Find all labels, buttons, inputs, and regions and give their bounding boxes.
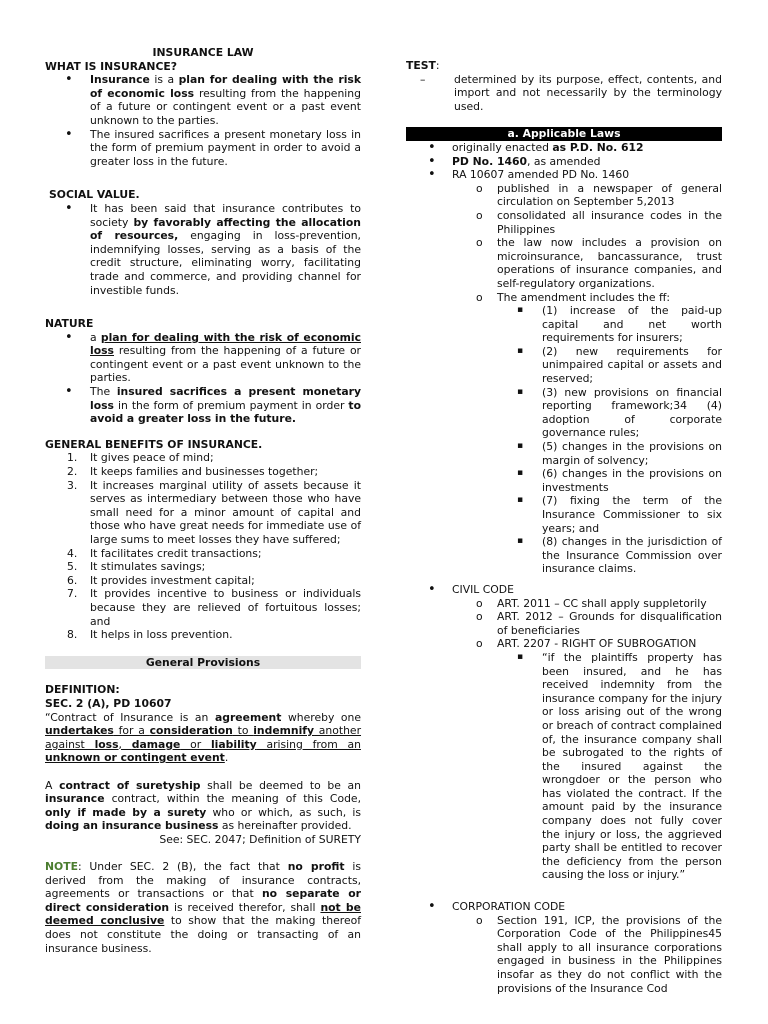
list-item: ▪ (8) changes in the jurisdiction of the Insurance Commission over insurance claims. <box>497 535 722 576</box>
list-item: 8. It helps in loss prevention. <box>67 628 233 642</box>
benefits-list <box>45 451 361 641</box>
corp-sublist <box>452 914 722 996</box>
section-applicable-laws: a. Applicable Laws <box>406 127 722 141</box>
test-list <box>406 73 722 114</box>
social-list <box>45 202 361 297</box>
heading-nature: NATURE <box>45 317 94 331</box>
note-text: NOTE: Under SEC. 2 (B), the fact that no profit is derived from the making of insurance contracts, agreements or transactions or that no separate or direct consideration is received therefor, shall not be deemed conclusive to show that the making thereof does not constitute the doing or transacting of an insurance business. <box>45 860 362 955</box>
doc-title: INSURANCE LAW <box>152 46 254 59</box>
list-item: • PD No. 1460, as amended <box>406 155 722 169</box>
heading-test: TEST: <box>406 59 440 72</box>
list-item: 2. It keeps families and businesses together; <box>67 465 319 479</box>
list-item: 6. It provides investment capital; <box>67 573 255 587</box>
list-item: o consolidated all insurance codes in the Philippines <box>452 209 722 236</box>
list-item: o published in a newspaper of general circulation on September 5,2013 <box>452 182 722 209</box>
list-item: • The insured sacrifices a present monetary loss in the form of premium payment in order to avoid a greater loss in the future. <box>45 128 361 169</box>
heading-what-is-insurance: WHAT IS INSURANCE? <box>45 59 178 73</box>
list-item: • The insured sacrifices a present monetary loss in the form of premium payment in order to avoid a greater loss in the future. <box>45 385 361 426</box>
list-item: • Insurance is a plan for dealing with the risk of economic loss resulting from the happening of a future or contingent event or a past event unknown to the parties. <box>45 73 361 127</box>
civil-sublist <box>452 597 722 882</box>
heading-sec-2a: SEC. 2 (A), PD 10607 <box>45 696 172 710</box>
suretyship-text: A contract of suretyship shall be deemed to be an insurance contract, within the meaning of this Code, only if made by a surety who or which, as such, is doing an insurance business as hereinafter provided. <box>45 778 361 833</box>
list-item: ▪ (3) new provisions on financial reporting framework;34 (4) adoption of corporate governance rules; <box>497 386 722 440</box>
list-item: 7. It provides incentive to business or individuals because they are relieved of fortuitous losses; and <box>67 587 361 628</box>
list-item: • a plan for dealing with the risk of economic loss resulting from the happening of a future or contingent event or a past event unknown to the parties. <box>45 331 361 385</box>
ra-sublist <box>452 182 722 576</box>
list-item: ▪ (7) fixing the term of the Insurance Commissioner to six years; and <box>497 494 722 535</box>
left-column <box>45 46 361 955</box>
list-item: ▪ (6) changes in the provisions on investments <box>497 467 722 494</box>
list-item: o ART. 2207 - RIGHT OF SUBROGATION ▪ “if the plaintiffs property has been insured, and he has received indemnity from the insurance company for the injury or loss arising out of the wrong or breach of contract complained of, the insurance company shall be subrogated to the rights of the insured against the wrongdoer or the person who has violated the contract. If the amount paid by the insurance company does not fully cover the injury or loss, the aggrieved party shall be entitled to recover the deficiency from the person causing the loss or injury.” <box>452 637 722 882</box>
list-item: o the law now includes a provision on microinsurance, bancassurance, trust operations of insurance companies, and self-regulatory organizations. <box>452 236 722 290</box>
heading-general-benefits: GENERAL BENEFITS OF INSURANCE. <box>45 437 263 451</box>
list-item: • RA 10607 amended PD No. 1460 o published in a newspaper of general circulation on September 5,2013 o consolidated all insurance codes in the Philippines o the law now includes a provision on microinsurance, bancassurance, trust operations of insurance companies, and self-regulatory organizations. o The amendment includes the ff: ▪ (1) increase of the paid-up capital and net worth requirements for insurers; ▪ (2) new requirements for unimpaired capital or assets and reserved; ▪ (3) new provisions on financial reporting framework;34 (4) adoption of corporate governance rules; ▪ (5) changes in the provisions on margin of solvency; ▪ (6) changes in the provisions on investments ▪ (7) fixing the term of the Insurance Commissioner to six years; and ▪ (8) changes in the jurisdiction of the Insurance Commission over insurance claims. <box>406 168 722 576</box>
list-item: • originally enacted as P.D. No. 612 <box>406 141 722 155</box>
list-item: o ART. 2011 – CC shall apply suppletorily <box>452 597 722 611</box>
list-item: ▪ (5) changes in the provisions on margin of solvency; <box>497 440 722 467</box>
list-item: o Section 191, ICP, the provisions of the Corporation Code of the Philippines45 shall apply to all insurance corporations engaged in business in the Philippines insofar as they do not conflict with the provisions of the Insurance Cod <box>452 914 722 996</box>
heading-definition: DEFINITION: <box>45 683 120 697</box>
nature-list <box>45 331 361 426</box>
list-item: • CIVIL CODE o ART. 2011 – CC shall apply suppletorily o ART. 2012 – Grounds for disqualification of beneficiaries o ART. 2207 - RIGHT OF SUBROGATION ▪ “if the plaintiffs property has been insured, and he has received indemnity from the insurance company for the injury or loss arising out of the wrong or breach of contract complained of, the insurance company shall be subrogated to the rights of the insured against the wrongdoer or the person who has violated the contract. If the amount paid by the insurance company does not fully cover the injury or loss, the aggrieved party shall be entitled to recover the deficiency from the person causing the loss or injury.” <box>406 583 722 882</box>
list-item: 5. It stimulates savings; <box>67 560 206 574</box>
list-item: ▪ (1) increase of the paid-up capital and net worth requirements for insurers; <box>497 304 722 345</box>
amendment-sublist <box>497 304 722 576</box>
list-item: • CORPORATION CODE o Section 191, ICP, the provisions of the Corporation Code of the Philippines45 shall apply to all insurance corporations engaged in business in the Philippines insofar as they do not conflict with the provisions of the Insurance Cod <box>406 900 722 995</box>
list-item: o The amendment includes the ff: ▪ (1) increase of the paid-up capital and net worth requirements for insurers; ▪ (2) new requirements for unimpaired capital or assets and reserved; ▪ (3) new provisions on financial reporting framework;34 (4) adoption of corporate governance rules; ▪ (5) changes in the provisions on margin of solvency; ▪ (6) changes in the provisions on investments ▪ (7) fixing the term of the Insurance Commissioner to six years; and ▪ (8) changes in the jurisdiction of the Insurance Commission over insurance claims. <box>452 291 722 576</box>
list-item: ▪ “if the plaintiffs property has been insured, and he has received indemnity from the insurance company for the injury or loss arising out of the wrong or breach of contract complained of, the insurance company shall be subrogated to the rights of the insured against the wrongdoer or the person who has violated the contract. If the amount paid by the insurance company does not fully cover the injury or loss, the aggrieved party shall be entitled to recover the deficiency from the person causing the loss or injury.” <box>497 651 722 882</box>
see-reference: See: SEC. 2047; Definition of SURETY <box>159 832 361 846</box>
list-item: 1. It gives peace of mind; <box>67 451 214 465</box>
heading-social-value: SOCIAL VALUE. <box>49 188 140 202</box>
list-item: – determined by its purpose, effect, contents, and import and not necessarily by the terminology used. <box>406 73 722 114</box>
right-column <box>406 59 722 995</box>
list-item: 3. It increases marginal utility of assets because it serves as intermediary between those who have small need for a minor amount of capital and those who have great needs for immediate use of large sums to meet losses they have suffered; <box>67 478 361 546</box>
what-list <box>45 73 361 168</box>
list-item: ▪ (2) new requirements for unimpaired capital or assets and reserved; <box>497 345 722 386</box>
list-item: 4. It facilitates credit transactions; <box>67 546 262 560</box>
definition-text: “Contract of Insurance is an agreement whereby one undertakes for a consideration to indemnify another against loss, damage or liability arising from an unknown or contingent event. <box>45 710 362 765</box>
subrogation-sublist <box>497 651 722 882</box>
list-item: • It has been said that insurance contributes to society by favorably affecting the allocation of resources, engaging in loss-prevention, indemnifying losses, serving as a basis of the credit structure, eliminating worry, facilitating trade and commerce, and providing channel for investible funds. <box>45 202 361 297</box>
list-item: o ART. 2012 – Grounds for disqualification of beneficiaries <box>452 610 722 637</box>
laws-list <box>406 141 722 995</box>
section-general-provisions: General Provisions <box>45 656 361 670</box>
